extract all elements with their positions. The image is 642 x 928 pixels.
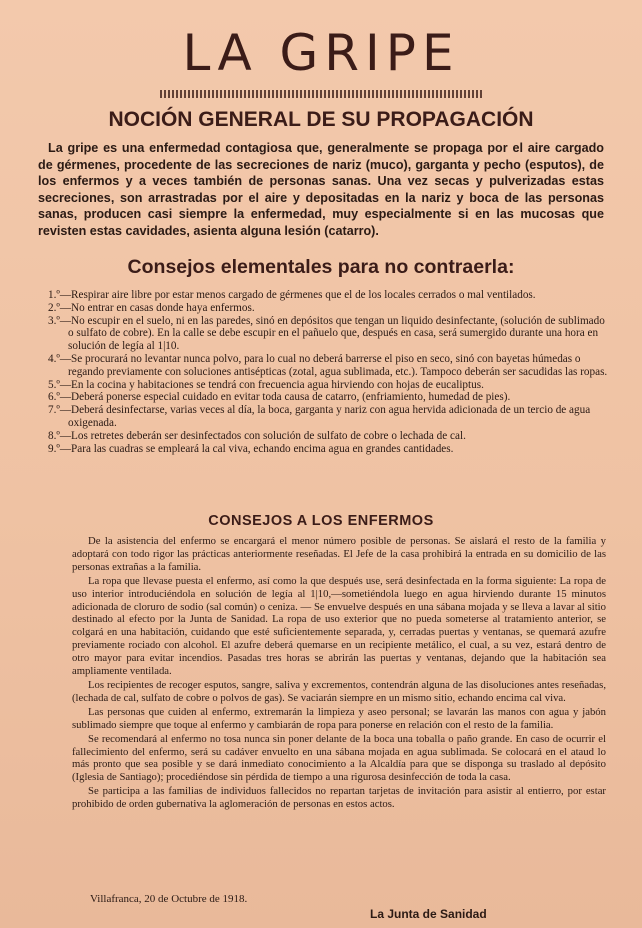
advice-item: 3.º—No escupir en el suelo, ni en las paredes, sinó en depósitos que tengan un liquido desinfectante, (solución de sublimado o sulfato de cobre). En la calle se debe escupir en el pañuelo que, después en casa, será sumergido durante una hora en solución de legía al 1|10. <box>48 314 605 353</box>
signature: La Junta de Sanidad <box>370 907 487 921</box>
advice-item: 7.º—Deberá desinfectarse, varias veces al día, la boca, garganta y nariz con agua hervida adicionada de un tercio de agua oxigenada. <box>48 404 591 429</box>
advice-item: 1.º—Respirar aire libre por estar menos cargado de gérmenes que el de los locales cerrados o mal ventilados. <box>48 289 536 301</box>
patients-paragraph: Los recipientes de recoger esputos, sangre, saliva y excrementos, contendrán alguna de las disoluciones antes reseñadas, (lechada de cal, sulfato de cobre o polvos de gas). Se vaciarán siempre en un mismo sitio, echando encima cal viva. <box>72 678 606 704</box>
decorative-rule <box>160 90 482 98</box>
advice-item: 5.º—En la cocina y habitaciones se tendrá con frecuencia agua hirviendo con hojas de eucaliptus. <box>48 378 484 391</box>
patients-paragraph: Se recomendará al enfermo no tosa nunca sin poner delante de la boca una toballa o paño grande. En caso de ocurrir el fallecimiento del enfermo, será su cadáver envuelto en una sábana mojada en agua sublimada. Se colocará en el ataud lo más pronto que sea posible y se dará inmediato conocimiento a la Alcaldía para que se disponga su traslado al depósito (Iglesia de Santiago); procediéndose sin pérdida de tiempo a una rigurosa desinfección de toda la casa. <box>72 732 606 784</box>
advice-item: 8.º—Los retretes deberán ser desinfectados con solución de sulfato de cobre o lechada de cal. <box>48 429 466 442</box>
poster-title: LA GRIPE <box>182 24 460 82</box>
patients-heading: CONSEJOS A LOS ENFERMOS <box>208 513 434 529</box>
patients-paragraph: De la asistencia del enfermo se encargará el menor número posible de personas. Se aislará el resto de la familia y adoptará con todo rigor las prácticas anteriormente reseñadas. El Jefe de la casa prohibirá la entrada en su domicilio de las personas extrañas a la familia. <box>72 535 606 573</box>
advice-item: 2.º—No entrar en casas donde haya enfermos. <box>48 301 255 314</box>
main-heading: NOCIÓN GENERAL DE SU PROPAGACIÓN <box>108 108 534 131</box>
date-line: Villafranca, 20 de Octubre de 1918. <box>90 893 248 905</box>
advice-item: 6.º—Deberá ponerse especial cuidado en evitar toda causa de catarro, (enfriamiento, humedad de pies). <box>48 391 511 404</box>
patients-paragraph: Se participa a las familias de individuos fallecidos no repartan tarjetas de invitación para asistir al entierro, por estar prohibido de orden gubernativa la aglomeración de personas en estos actos. <box>72 785 606 811</box>
advice-heading: Consejos elementales para no contraerla: <box>127 256 515 278</box>
patients-paragraph: La ropa que llevase puesta el enfermo, así como la que después use, será desinfectada en la forma siguiente: La ropa de uso interior introduciéndola en solución de legía al 1|10,—sometiéndola luego en agua hirviendo durante 15 minutos adicionada de cloruro de sodio (sal común) o ceniza. — Se envuelve después en una sábana mojada y se lleva a lavar al sitio destinado al efecto por la Junta de Sanidad. La ropa de uso exterior que no pueda someterse al tratamiento anterior, se colgará en una habitación, cuidando que esté suficientemente separada, y, cerradas puertas y ventanas, se quemará azufre previamente rociado con alcohol. El azufre deberá quemarse en un recipiente metálico, el cual, a su vez, estará dentro de otro mayor para evitar incendios. Pasadas tres horas se abrirán las puertas y ventanas, dejando que la habitación sea ampliamente ventilada. <box>72 574 606 678</box>
patients-paragraph: Las personas que cuiden al enfermo, extremarán la limpieza y aseo personal; se lavarán las manos con agua y jabón sublimado siempre que toque al enfermo y cambiarán de ropa para ponerse en relación con el resto de la familia. <box>72 705 606 731</box>
intro-paragraph: La gripe es una enfermedad contagiosa que, generalmente se propaga por el aire cargado de gérmenes, procedente de las secreciones de nariz (muco), garganta y pecho (esputos), de los enfermos y a veces también de personas sanas. Una vez secas y pulverizadas estas secreciones, son arrastradas por el aire y depositadas en la nariz y boca de las personas sanas, producen casi siempre la enfermedad, muy especialmente si en las mucosas que revisten estas cavidades, asienta alguna lesión (catarro). <box>38 141 604 238</box>
advice-item: 4.º—Se procurará no levantar nunca polvo, para lo cual no deberá barrerse el piso en seco, sinó con bayetas húmedas o regando previamente con soluciones antisépticas (zotal, agua sublimada, etc.). Tampoco deberán ser sacudidas las ropas. <box>48 352 608 378</box>
advice-item: 9.º—Para las cuadras se empleará la cal viva, echando encima agua en grandes cantidades. <box>48 442 454 455</box>
advice-list <box>48 289 608 455</box>
patients-section <box>72 535 606 812</box>
